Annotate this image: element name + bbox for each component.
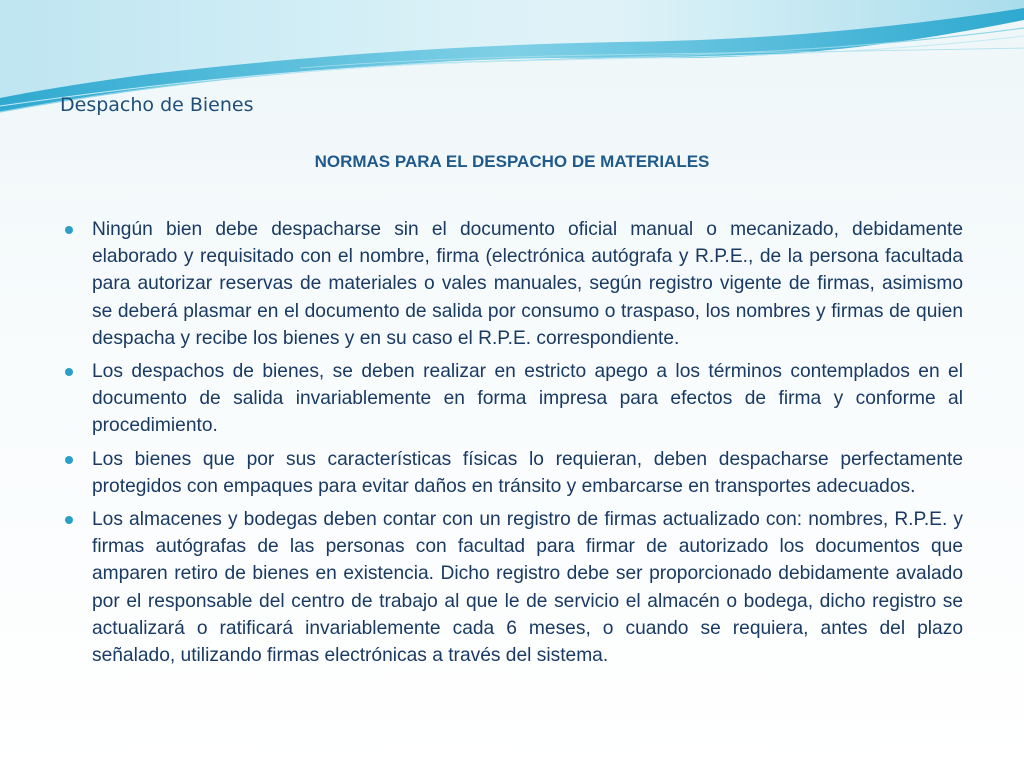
bullet-list [92, 216, 963, 675]
bullet-item [92, 446, 963, 500]
slide-title: Despacho de Bienes [60, 94, 254, 116]
slide-subtitle: NORMAS PARA EL DESPACHO DE MATERIALES [314, 152, 710, 171]
bullet-icon [65, 516, 73, 524]
bullet-icon [65, 368, 73, 376]
bullet-icon [65, 456, 73, 464]
bullet-text: Ningún bien debe despacharse sin el documento oficial manual o mecanizado, debidamente elaborado y requisitado con el nombre, firma (electrónica autógrafa y R.P.E., de la persona facultada para autorizar reservas de materiales o vales manuales, según registro vigente de firmas, asimismo se deberá plasmar en el documento de salida por consumo o traspaso, los nombres y firmas de quien despacha y recibe los bienes y en su caso el R.P.E. correspondiente. [92, 219, 963, 349]
bullet-item [92, 216, 963, 352]
bullet-text: Los bienes que por sus características físicas lo requieran, deben despacharse perfectamente protegidos con empaques para evitar daños en tránsito y embarcarse en transportes adecuados. [92, 448, 963, 497]
bullet-text: Los despachos de bienes, se deben realizar en estricto apego a los términos contemplados en el documento de salida invariablemente en forma impresa para efectos de firma y conforme al procedimiento. [92, 361, 963, 437]
header-wave-decoration [0, 0, 1024, 140]
bullet-item [92, 358, 963, 440]
bullet-item [92, 506, 963, 669]
bullet-icon [65, 226, 73, 234]
bullet-text: Los almacenes y bodegas deben contar con un registro de firmas actualizado con: nombres, R.P.E. y firmas autógrafas de las personas con facultad para firmar de autorizado los documentos que amparen retiro de bienes en existencia. Dicho registro debe ser proporcionado debidamente avalado por el responsable del centro de trabajo al que le de servicio el almacén o bodega, dicho registro se actualizará o ratificará invariablemente cada 6 meses, o cuando se requiera, antes del plazo señalado, utilizando firmas electrónicas a través del sistema. [92, 509, 963, 667]
